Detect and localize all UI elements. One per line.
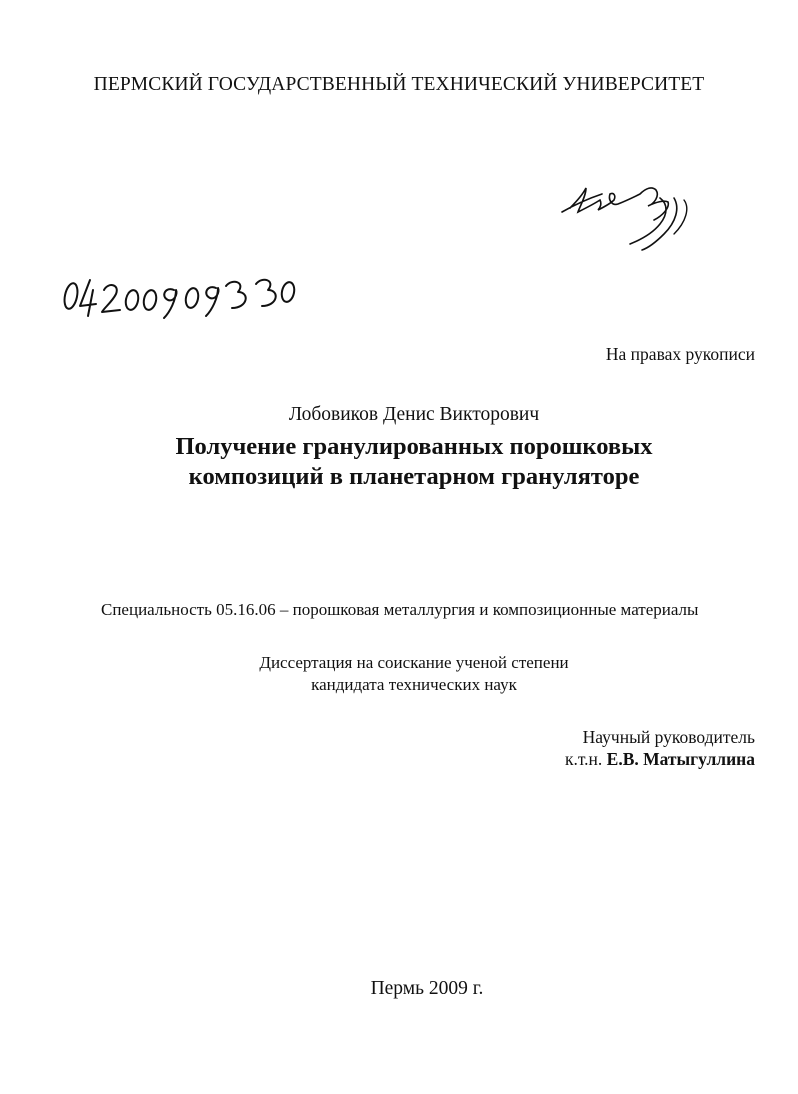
specialty: Специальность 05.16.06 – порошковая металлургия и композиционные материалы	[101, 600, 699, 619]
supervisor-name: Е.В. Матыгуллина	[606, 749, 755, 769]
supervisor-line	[565, 748, 755, 770]
degree-statement	[0, 652, 798, 696]
dissertation-title	[0, 432, 798, 492]
supervisor-degree: к.т.н.	[564, 749, 603, 769]
title-line-2: композиций в планетарном грануляторе	[188, 463, 640, 490]
degree-line-2: кандидата технических наук	[311, 675, 517, 694]
supervisor-block	[565, 726, 755, 770]
supervisor-label: Научный руководитель	[582, 727, 755, 747]
university-name: ПЕРМСКИЙ ГОСУДАРСТВЕННЫЙ ТЕХНИЧЕСКИЙ УНИВЕРСИТЕТ	[93, 74, 705, 95]
title-line-1: Получение гранулированных порошковых	[175, 433, 653, 460]
handwritten-signature	[556, 178, 706, 258]
city-year: Пермь 2009 г.	[370, 978, 484, 999]
manuscript-rights-note: На правах рукописи	[605, 344, 755, 364]
degree-line-1: Диссертация на соискание ученой степени	[259, 653, 569, 672]
author-name: Лобовиков Денис Викторович	[288, 404, 540, 425]
handwritten-archive-number	[60, 268, 300, 324]
